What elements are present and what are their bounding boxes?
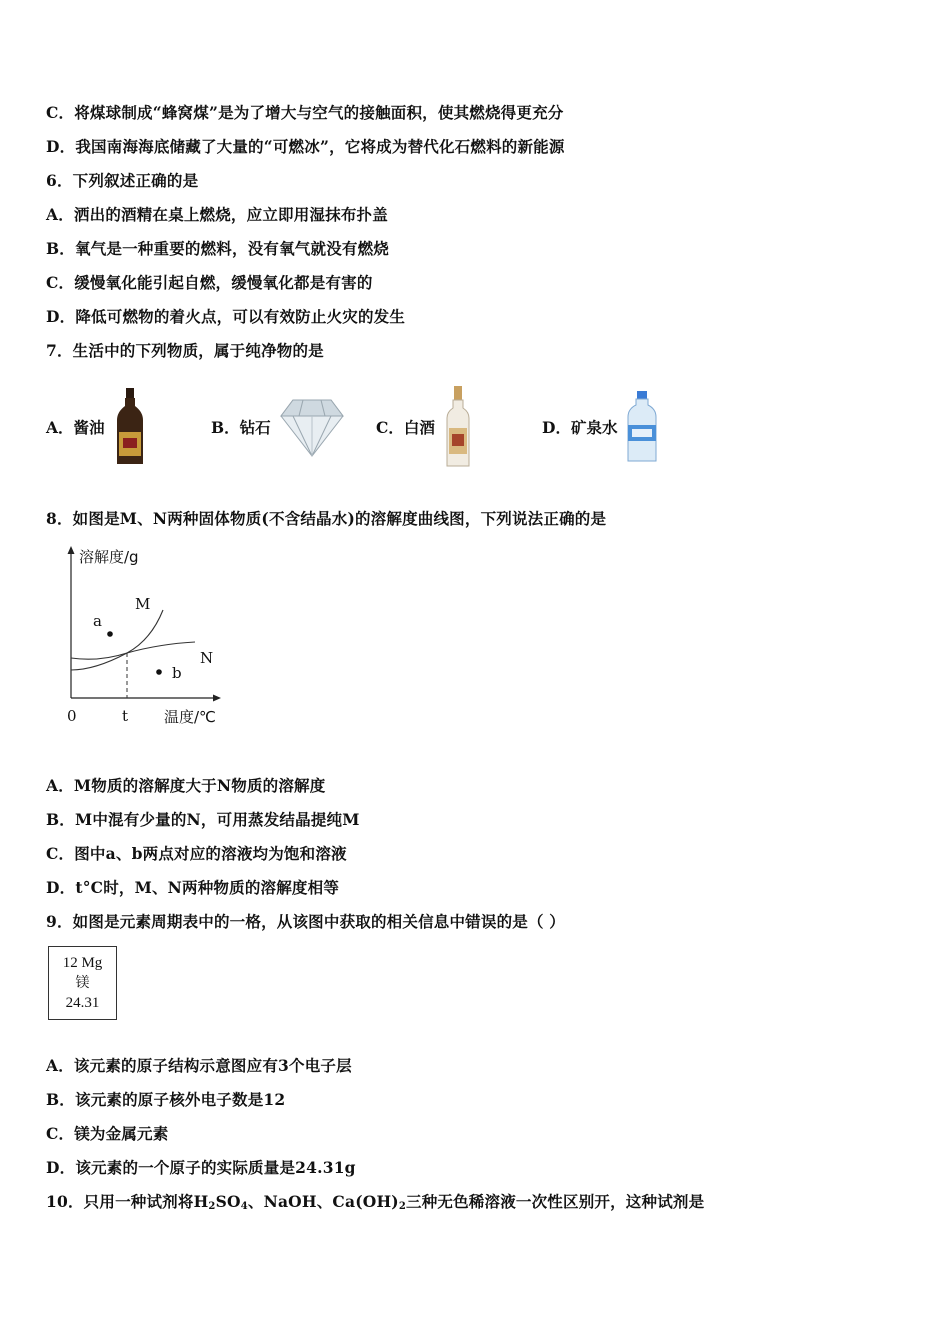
diamond-icon	[279, 390, 345, 464]
point-b-label: b	[172, 664, 182, 682]
q9-option-b: B．该元素的原子核外电子数是12	[46, 1090, 286, 1109]
q8-option-a: A．M物质的溶解度大于N物质的溶解度	[46, 776, 326, 795]
curve-n-label: N	[200, 649, 214, 667]
y-axis-arrow-icon	[68, 546, 75, 554]
q5-option-d: D．我国南海海底储藏了大量的“可燃冰”，它将成为替代化石燃料的新能源	[46, 137, 565, 156]
curve-m	[71, 610, 163, 670]
tile-number-symbol	[49, 953, 116, 973]
q7-option-a-label: A．酱油	[46, 418, 105, 437]
q5-option-c: C．将煤球制成“蜂窝煤”是为了增大与空气的接触面积，使其燃烧得更充分	[46, 103, 564, 122]
mineral-water-bottle-icon	[625, 389, 659, 465]
x-axis-label: 温度/℃	[164, 708, 216, 726]
q6-option-a: A．洒出的酒精在桌上燃烧，应立即用湿抹布扑盖	[46, 205, 388, 224]
q7-option-b-label: B．钻石	[211, 418, 271, 437]
q8-option-b: B．M中混有少量的N，可用蒸发结晶提纯M	[46, 810, 360, 829]
q9-option-a: A．该元素的原子结构示意图应有3个电子层	[46, 1056, 352, 1075]
x-axis-arrow-icon	[213, 695, 221, 702]
tile-atomic-mass: 24.31	[65, 995, 100, 1011]
soy-sauce-bottle-icon	[113, 386, 147, 468]
q8-option-c: C．图中a、b两点对应的溶液均为饱和溶液	[46, 844, 347, 863]
q6-option-b: B．氧气是一种重要的燃料，没有氧气就没有燃烧	[46, 239, 390, 258]
q8-stem: 8．如图是M、N两种固体物质(不含结晶水)的溶解度曲线图，下列说法正确的是	[46, 509, 607, 528]
q7-stem: 7．生活中的下列物质，属于纯净物的是	[46, 341, 324, 360]
point-b	[156, 669, 162, 675]
q7-options	[46, 382, 706, 472]
point-a	[107, 631, 113, 637]
q7-option-a	[46, 382, 147, 472]
origin-label: 0	[67, 707, 77, 725]
q7-option-c	[376, 382, 473, 472]
curve-m-label: M	[135, 595, 151, 613]
q7-option-d-label: D．矿泉水	[542, 418, 618, 437]
q9-option-d: D．该元素的一个原子的实际质量是24.31g	[46, 1158, 356, 1177]
curve-n	[71, 642, 195, 659]
tile-symbol: Mg	[81, 955, 103, 971]
q7-option-d	[542, 382, 659, 472]
solubility-graph	[55, 540, 235, 730]
q9-stem: 9．如图是元素周期表中的一格，从该图中获取的相关信息中错误的是（ ）	[46, 912, 565, 931]
periodic-table-tile	[48, 946, 117, 1020]
t-label: t	[122, 707, 129, 725]
q6-option-c: C．缓慢氧化能引起自燃，缓慢氧化都是有害的	[46, 273, 373, 292]
q6-option-d: D．降低可燃物的着火点，可以有效防止火灾的发生	[46, 307, 406, 326]
liquor-bottle-icon	[443, 384, 473, 470]
q8-option-d: D．t°C时，M、N两种物质的溶解度相等	[46, 878, 340, 897]
q10-stem: 10．只用一种试剂将$H_2SO_4$、NaOH、$Ca(OH)_2$三种无色稀溶液一次性区别开，这种试剂是	[46, 1192, 705, 1212]
q9-option-c: C．镁为金属元素	[46, 1124, 169, 1143]
q7-option-b	[211, 382, 345, 472]
tile-atomic-number: 12	[62, 955, 78, 971]
tile-element-name: 镁	[75, 975, 90, 991]
point-a-label: a	[93, 612, 102, 630]
q6-stem: 6．下列叙述正确的是	[46, 171, 199, 190]
q7-option-c-label: C．白酒	[376, 418, 435, 437]
solubility-curves	[55, 540, 235, 730]
y-axis-label: 溶解度/g	[79, 548, 139, 566]
